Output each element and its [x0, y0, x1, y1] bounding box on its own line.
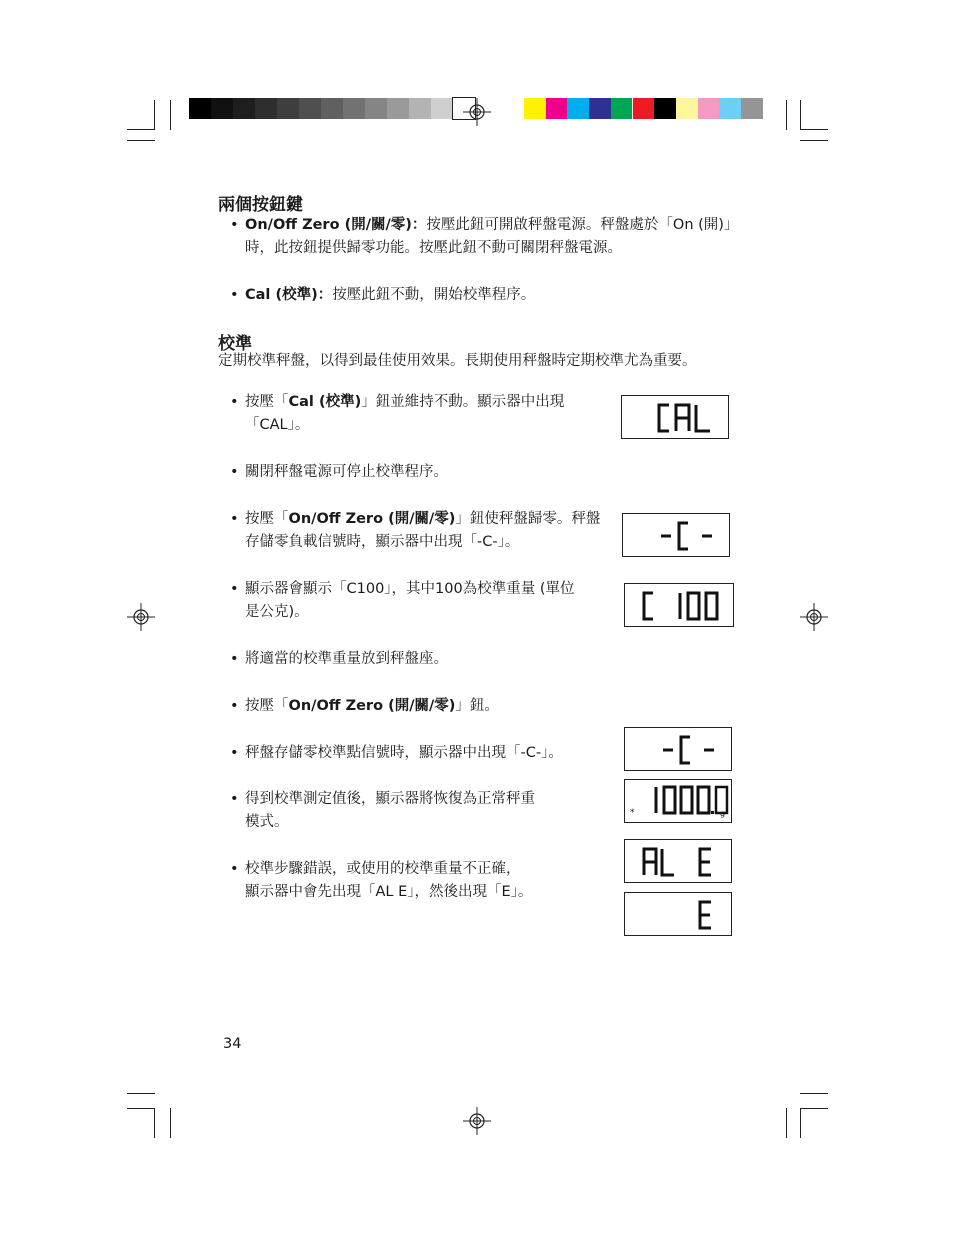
- calibration-section-title: 校準: [218, 334, 252, 354]
- color-swatch: [546, 98, 568, 119]
- onoff-text: 按壓此鈕可開啟秤盤電源。秤盤處於「On (開)」: [426, 217, 739, 233]
- lcd-display-c100: [624, 583, 734, 627]
- gray-swatch: [277, 98, 299, 119]
- color-swatch: [719, 98, 741, 119]
- onoff-description-line1: [245, 214, 738, 237]
- gray-swatch: [299, 98, 321, 119]
- gray-swatch: [431, 98, 453, 119]
- lcd-display-e: [624, 892, 732, 936]
- color-swatch: [676, 98, 698, 119]
- gray-swatch: [365, 98, 387, 119]
- step-3-button: On/Off Zero (開/關/零): [288, 511, 456, 527]
- gray-swatch: [409, 98, 431, 119]
- step-6-pre: 按壓「: [245, 698, 289, 714]
- step-3-line1: [245, 508, 600, 531]
- color-swatch: [567, 98, 589, 119]
- onoff-description-line2: 時，此按鈕提供歸零功能。按壓此鈕不動可關閉秤盤電源。: [245, 240, 622, 256]
- color-swatch: [633, 98, 655, 119]
- bullet: •: [230, 791, 239, 807]
- color-swatch: [611, 98, 633, 119]
- bullet: •: [230, 745, 239, 761]
- step-3-line2: 存儲零負載信號時，顯示器中出現「-C-」。: [245, 534, 520, 550]
- step-1-line2: 「CAL」。: [245, 417, 310, 433]
- step-1-pre: 按壓「: [245, 394, 289, 410]
- bullet: •: [230, 511, 239, 527]
- lcd-display-weight: [624, 779, 732, 823]
- gray-swatch: [343, 98, 365, 119]
- registration-mark-top: [463, 98, 491, 126]
- lcd-display-al-e: [624, 839, 732, 883]
- lcd-display-cal: [621, 395, 729, 439]
- step-1-button: Cal (校準): [288, 394, 362, 410]
- step-8-line2: 模式。: [245, 814, 289, 830]
- calibration-intro: 定期校準秤盤，以得到最佳使用效果。長期使用秤盤時定期校準尤為重要。: [218, 353, 697, 369]
- bullet: •: [230, 287, 239, 303]
- bullet: •: [230, 581, 239, 597]
- color-swatch: [741, 98, 763, 119]
- step-3-pre: 按壓「: [245, 511, 289, 527]
- buttons-section-title: 兩個按鈕鍵: [218, 195, 303, 215]
- step-6: [245, 695, 499, 718]
- page-number: 34: [223, 1036, 242, 1052]
- gray-swatch: [387, 98, 409, 119]
- step-9-line1: 校準步驟錯誤，或使用的校準重量不正確，: [245, 861, 521, 877]
- step-5: 將適當的校準重量放到秤盤座。: [245, 651, 448, 667]
- gray-swatch: [255, 98, 277, 119]
- bullet: •: [230, 651, 239, 667]
- gray-swatch: [189, 98, 211, 119]
- step-3-post: 」鈕使秤盤歸零。秤盤: [455, 511, 601, 527]
- bullet: •: [230, 217, 239, 233]
- cal-description: [245, 284, 535, 307]
- gray-swatch: [321, 98, 343, 119]
- step-1-post: 」鈕並維持不動。顯示器中出現: [361, 394, 565, 410]
- step-7: 秤盤存儲零校準點信號時，顯示器中出現「-C-」。: [245, 745, 563, 761]
- step-6-button: On/Off Zero (開/關/零): [288, 698, 456, 714]
- bullet: •: [230, 464, 239, 480]
- cal-text: 按壓此鈕不動，開始校準程序。: [332, 287, 536, 303]
- color-swatch: [524, 98, 546, 119]
- onoff-label: On/Off Zero (開/關/零)：: [245, 217, 427, 233]
- bullet: •: [230, 861, 239, 877]
- step-9-line2: 顯示器中會先出現「AL E」，然後出現「E」。: [245, 884, 533, 900]
- registration-mark-right: [800, 603, 828, 631]
- step-2: 關閉秤盤電源可停止校準程序。: [245, 464, 448, 480]
- gray-swatch: [233, 98, 255, 119]
- registration-mark-bottom: [463, 1107, 491, 1135]
- step-1-line1: [245, 391, 564, 414]
- step-4-line1: 顯示器會顯示「C100」，其中100為校準重量 (單位: [245, 581, 575, 597]
- step-4-line2: 是公克)。: [245, 604, 309, 620]
- color-swatch: [589, 98, 611, 119]
- bullet: •: [230, 394, 239, 410]
- color-swatch: [654, 98, 676, 119]
- cal-label: Cal (校準)：: [245, 287, 333, 303]
- lcd-weight-star: *: [630, 808, 635, 818]
- registration-mark-left: [127, 603, 155, 631]
- lcd-weight-unit: g: [720, 809, 726, 818]
- gray-swatch: [211, 98, 233, 119]
- step-6-post: 」鈕。: [455, 698, 499, 714]
- step-8-line1: 得到校準測定值後，顯示器將恢復為正常秤重: [245, 791, 535, 807]
- lcd-display-c-dash-2: [624, 727, 732, 771]
- lcd-display-c-dash-1: [622, 513, 730, 557]
- bullet: •: [230, 698, 239, 714]
- color-swatch: [698, 98, 720, 119]
